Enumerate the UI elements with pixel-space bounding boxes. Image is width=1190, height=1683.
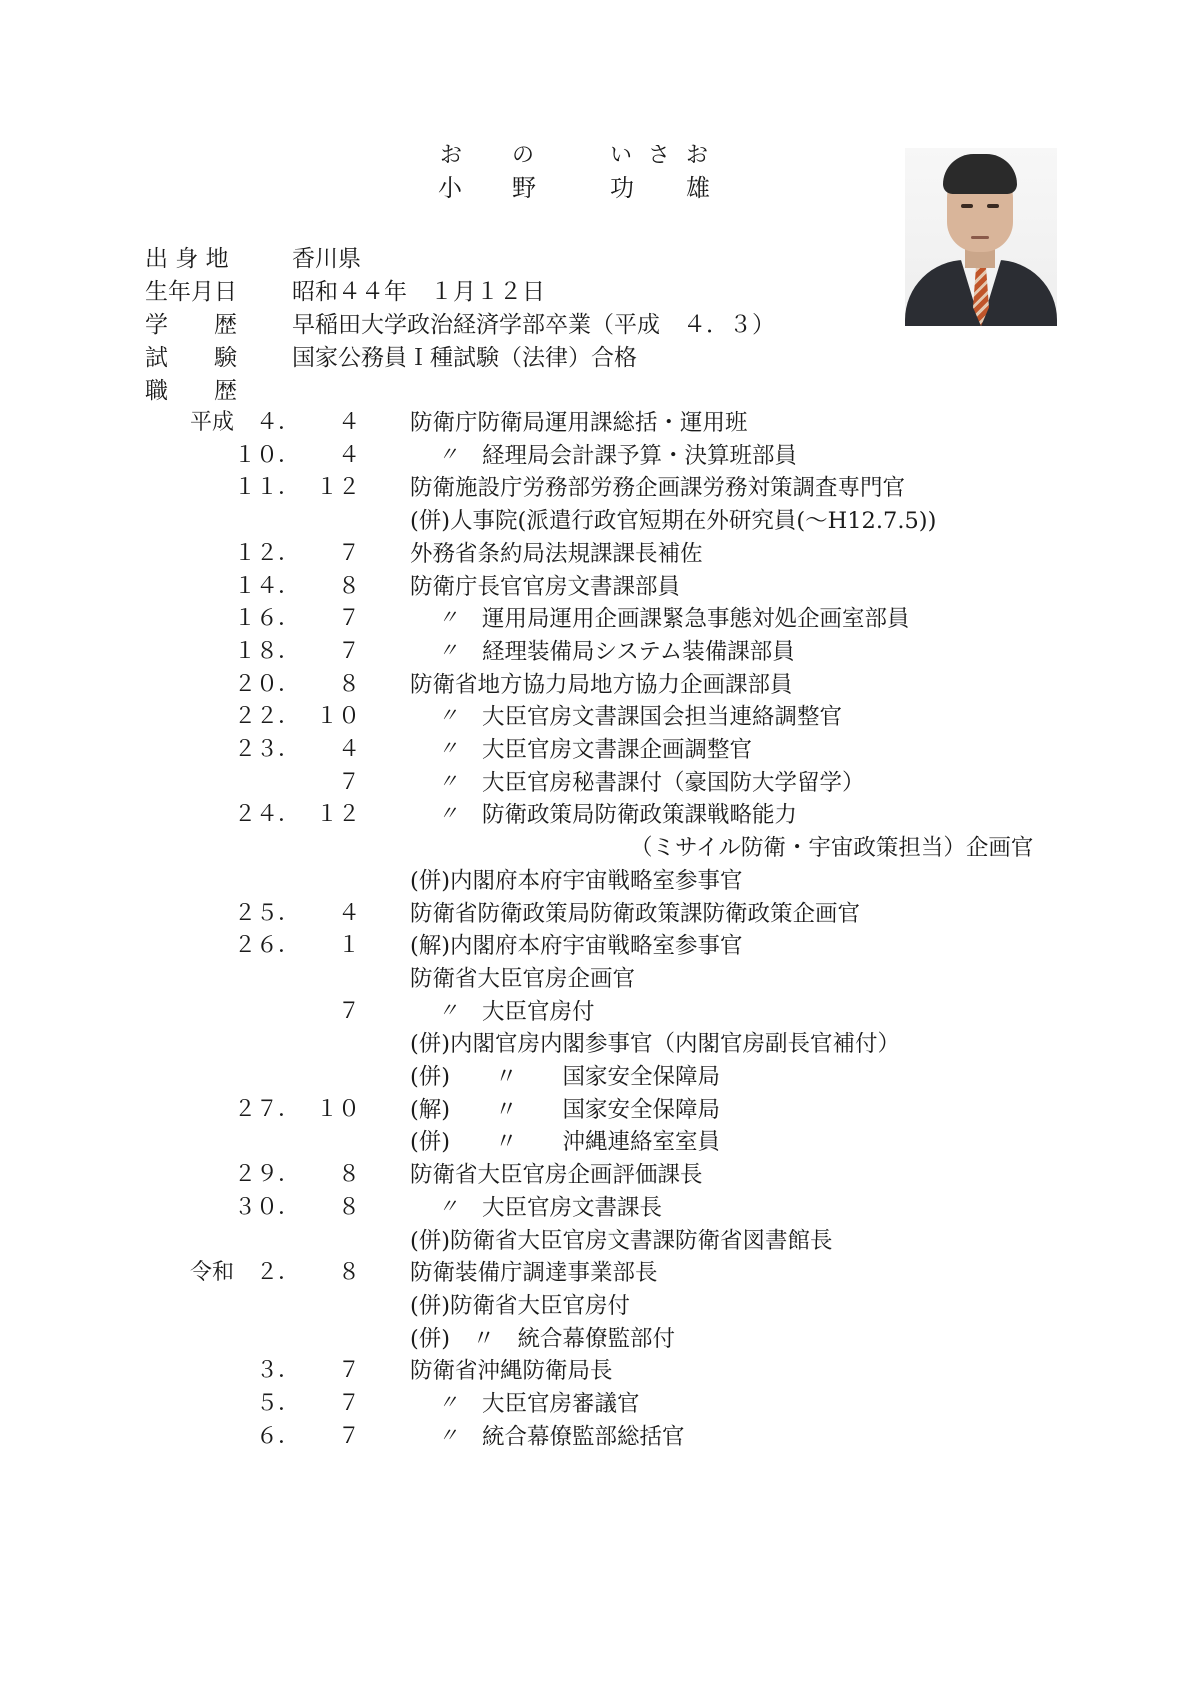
career-month: ４: [337, 900, 360, 926]
career-description: 大臣官房文書課企画調整官: [482, 737, 753, 763]
career-description: 防衛省地方協力局地方協力企画課部員: [410, 671, 793, 698]
career-month: ４: [337, 410, 360, 435]
career-description: (併) 〃 沖縄連絡室室員: [410, 1129, 721, 1156]
career-description: 防衛政策局防衛政策課戦略能力: [482, 802, 798, 829]
career-description: 運用局運用企画課緊急事態対処企画室部員: [482, 606, 910, 633]
career-year: ６．: [255, 1423, 300, 1449]
portrait-photo: [905, 148, 1057, 326]
career-month: ７: [337, 1358, 360, 1384]
career-description: (解)内閣府本府宇宙戦略室参事官: [410, 933, 743, 960]
profile-value-birthplace: 香川県: [292, 246, 361, 272]
career-year: ３０．: [233, 1194, 300, 1220]
career-month: １２: [315, 802, 360, 828]
career-month: ７: [337, 638, 360, 664]
kanji-char: 小: [438, 174, 462, 202]
career-year: ２９．: [233, 1162, 300, 1188]
career-ditto-mark: 〃: [438, 1193, 458, 1218]
career-year: １８．: [233, 638, 300, 664]
career-description: 防衛庁防衛局運用課総括・運用班: [410, 410, 748, 436]
career-description: 経理局会計課予算・決算班部員: [482, 442, 798, 469]
career-year: ２７．: [233, 1096, 300, 1122]
career-month: ８: [337, 573, 360, 599]
career-month: １２: [315, 475, 360, 501]
profile-value-exam: 国家公務員Ｉ種試験（法律）合格: [292, 345, 637, 371]
career-month: ８: [337, 1162, 360, 1188]
kana-char: お: [686, 143, 709, 168]
career-year: ２５．: [233, 900, 300, 926]
profile-label-birthplace: 出 身 地: [145, 246, 229, 272]
career-era: 令和: [190, 1260, 235, 1286]
career-month: ４: [337, 737, 360, 762]
career-ditto-mark: 〃: [438, 801, 458, 826]
career-ditto-mark: 〃: [438, 637, 458, 662]
kanji-char: 雄: [686, 174, 710, 202]
career-month: １: [337, 933, 360, 959]
career-year: ２２．: [233, 704, 300, 730]
profile-label-exam: 試 験: [145, 345, 237, 371]
career-month: ８: [337, 1260, 360, 1286]
career-description: 防衛省沖縄防衛局長: [410, 1358, 613, 1385]
profile-value-education: 早稲田大学政治経済学部卒業（平成 ４．３）: [292, 312, 775, 338]
career-ditto-mark: 〃: [438, 736, 458, 760]
career-description: (併) 〃 統合幕僚監部付: [410, 1325, 676, 1352]
career-year: １６．: [233, 606, 300, 632]
career-year: １４．: [233, 573, 300, 599]
career-description: 防衛庁長官官房文書課部員: [410, 573, 681, 600]
career-description: 統合幕僚監部総括官: [482, 1423, 685, 1450]
career-year: ２４．: [233, 802, 300, 828]
photo-mouth: [971, 236, 989, 239]
career-year: １０．: [233, 442, 300, 468]
career-ditto-mark: 〃: [438, 768, 458, 793]
career-description: (解) 〃 国家安全保障局: [410, 1096, 721, 1123]
career-year: ２６．: [233, 933, 300, 959]
career-description: 防衛省防衛政策局防衛政策課防衛政策企画官: [410, 900, 861, 927]
career-year: １２．: [233, 540, 300, 566]
career-description: 大臣官房文書課国会担当連絡調整官: [482, 704, 843, 731]
career-month: ７: [337, 769, 360, 795]
profile-label-career: 職 歴: [145, 378, 237, 404]
career-ditto-mark: 〃: [438, 1422, 458, 1447]
kana-char: お: [440, 143, 463, 168]
career-month: ７: [337, 540, 360, 566]
career-description: (併) 〃 国家安全保障局: [410, 1064, 721, 1090]
profile-value-birthdate: 昭和４４年 １月１２日: [292, 279, 545, 305]
kanji-char: 野: [512, 174, 536, 202]
career-month: ８: [337, 1194, 360, 1220]
career-description: （ミサイル防衛・宇宙政策担当）企画官: [630, 835, 1034, 862]
photo-eye: [987, 204, 999, 208]
profile-label-birthdate: 生年月日: [145, 279, 237, 305]
career-month: ７: [337, 1391, 360, 1416]
career-description: (併)内閣官房内閣参事官（内閣官房副長官補付）: [410, 1031, 901, 1058]
career-month: ８: [337, 671, 360, 697]
career-description: 防衛装備庁調達事業部長: [410, 1260, 658, 1287]
career-year: １１．: [233, 475, 300, 501]
career-month: １０: [315, 704, 360, 730]
career-description: 大臣官房秘書課付（豪国防大学留学）: [482, 769, 865, 796]
career-month: ４: [337, 442, 360, 468]
career-description: (併)内閣府本府宇宙戦略室参事官: [410, 867, 743, 894]
career-ditto-mark: 〃: [438, 997, 458, 1022]
career-month: ７: [337, 1423, 360, 1449]
career-description: 外務省条約局法規課課長補佐: [410, 540, 703, 567]
career-ditto-mark: 〃: [438, 1390, 458, 1414]
career-description: (併)人事院(派遣行政官短期在外研究員(〜H12.7.5)): [410, 508, 937, 535]
career-year: ５．: [255, 1391, 300, 1416]
career-description: 防衛施設庁労務部労務企画課労務対策調査専門官: [410, 475, 906, 502]
career-ditto-mark: 〃: [438, 703, 458, 728]
career-description: 防衛省大臣官房企画評価課長: [410, 1162, 703, 1189]
kana-char: さ: [648, 143, 671, 168]
career-month: １０: [315, 1096, 360, 1122]
profile-label-education: 学 歴: [145, 312, 237, 338]
kana-char: の: [512, 143, 535, 168]
career-month: ７: [337, 606, 360, 632]
career-year: ２３．: [233, 737, 300, 762]
career-ditto-mark: 〃: [438, 441, 458, 466]
kana-char: い: [610, 143, 633, 168]
career-year: ２．: [255, 1260, 300, 1286]
career-description: 経理装備局システム装備課部員: [482, 638, 795, 665]
kanji-char: 功: [610, 174, 634, 202]
career-description: (併)防衛省大臣官房文書課防衛省図書館長: [410, 1227, 833, 1254]
career-year: ３．: [255, 1358, 300, 1384]
career-description: (併)防衛省大臣官房付: [410, 1292, 631, 1319]
photo-hair: [943, 154, 1017, 194]
career-ditto-mark: 〃: [438, 605, 458, 630]
career-month: ７: [337, 998, 360, 1024]
career-description: 防衛省大臣官房企画官: [410, 965, 636, 992]
career-year: ２０．: [233, 671, 300, 697]
career-description: 大臣官房文書課長: [482, 1194, 663, 1221]
career-year: ４．: [255, 410, 300, 435]
career-era: 平成: [190, 410, 235, 435]
photo-eye: [961, 204, 973, 208]
career-description: 大臣官房付: [482, 998, 595, 1025]
career-description: 大臣官房審議官: [482, 1391, 640, 1417]
